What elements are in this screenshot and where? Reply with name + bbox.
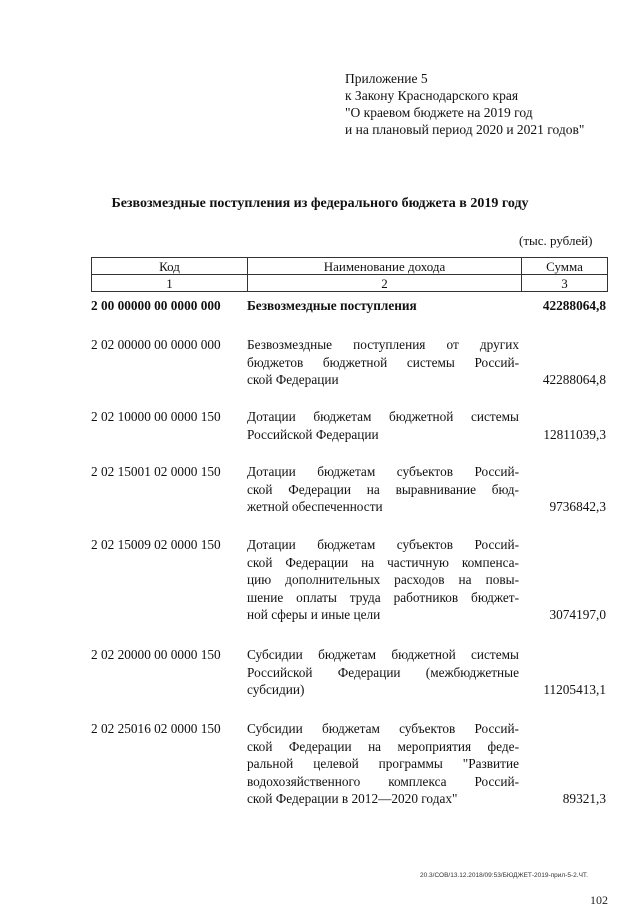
row-name-line: ской Федерации на мероприятия феде-: [247, 738, 519, 754]
header-num-sum: 3: [522, 275, 608, 292]
row-sum: 11205413,1: [543, 682, 606, 697]
row-name-line: жетной обеспеченности: [247, 499, 383, 514]
row-sum: 12811039,3: [543, 426, 606, 442]
row-code: 2 02 25016 02 0000 150: [91, 721, 221, 736]
row-name-line: Дотации бюджетам субъектов Россий-: [247, 537, 519, 552]
table-header: [91, 257, 608, 292]
row-name-line: шение оплаты труда работников бюджет-: [247, 589, 519, 605]
appendix-line: Приложение 5: [345, 71, 428, 86]
appendix-line: "О краевом бюджете на 2019 год: [345, 105, 533, 120]
row-name-line: ской Федерации на выравнивание бюд-: [247, 481, 519, 497]
row-name: [247, 463, 519, 516]
row-sum: 42288064,8: [542, 372, 606, 387]
row-name-line: Безвозмездные поступления от других: [247, 337, 519, 352]
row-code: 2 02 00000 00 0000 000: [91, 337, 221, 352]
footer-stamp: 20.3/СОВ/13.12.2018/09:53/БЮДЖЕТ-2019-прил-5-2.ЧТ.: [420, 872, 588, 879]
row-name-line: Безвозмездные поступления: [247, 298, 417, 313]
row-name-line: ральной целевой программы "Развитие: [247, 756, 519, 771]
row-name-line: ской Федерации: [247, 372, 339, 387]
row-code: 2 02 15009 02 0000 150: [91, 537, 221, 552]
appendix-note: [345, 70, 584, 138]
row-sum: 3074197,0: [549, 607, 606, 622]
row-name-line: водохозяйственного комплекса Россий-: [247, 773, 519, 789]
row-name: [247, 646, 519, 699]
row-name-line: Российской Федерации: [247, 426, 379, 442]
row-code: 2 02 20000 00 0000 150: [91, 647, 221, 662]
header-code: Код: [92, 258, 248, 275]
row-name-line: Дотации бюджетам бюджетной системы: [247, 409, 519, 424]
row-sum: 9736842,3: [549, 499, 606, 514]
row-code: 2 02 15001 02 0000 150: [91, 464, 221, 479]
row-name: [247, 336, 519, 389]
row-name-line: Субсидии бюджетам бюджетной системы: [247, 647, 519, 662]
header-name: Наименование дохода: [248, 258, 522, 275]
row-name-line: Дотации бюджетам субъектов Россий-: [247, 464, 519, 479]
row-sum: 42288064,8: [542, 298, 606, 313]
header-sum: Сумма: [522, 258, 608, 275]
row-code: 2 00 00000 00 0000 000: [91, 298, 221, 313]
row-name-line: цию дополнительных расходов на повы-: [247, 572, 519, 587]
row-name-line: Субсидии бюджетам субъектов Россий-: [247, 721, 519, 736]
page-number: 102: [590, 893, 608, 907]
appendix-line: к Закону Краснодарского края: [345, 88, 519, 103]
row-name-line: Российской Федерации (межбюджетные: [247, 664, 519, 680]
row-code: 2 02 10000 00 0000 150: [91, 409, 221, 424]
document-title: Безвозмездные поступления из федерального бюджета в 2019 году: [111, 196, 529, 211]
row-sum: 89321,3: [562, 791, 606, 806]
row-name-line: субсидии): [247, 682, 305, 697]
row-name-line: ской Федерации в 2012—2020 годах": [247, 791, 458, 806]
units-label: (тыс. рублей): [519, 233, 593, 248]
row-name: [247, 297, 519, 315]
row-name-line: ской Федерации на частичную компенса-: [247, 554, 519, 570]
row-name: [247, 536, 519, 624]
row-name-line: ной сферы и иные цели: [247, 607, 381, 622]
row-name: [247, 408, 519, 443]
appendix-line: и на плановый период 2020 и 2021 годов": [345, 122, 585, 137]
header-num-name: 2: [248, 275, 522, 292]
row-name: [247, 720, 519, 808]
row-name-line: бюджетов бюджетной системы Россий-: [247, 354, 519, 370]
header-num-code: 1: [92, 275, 248, 292]
